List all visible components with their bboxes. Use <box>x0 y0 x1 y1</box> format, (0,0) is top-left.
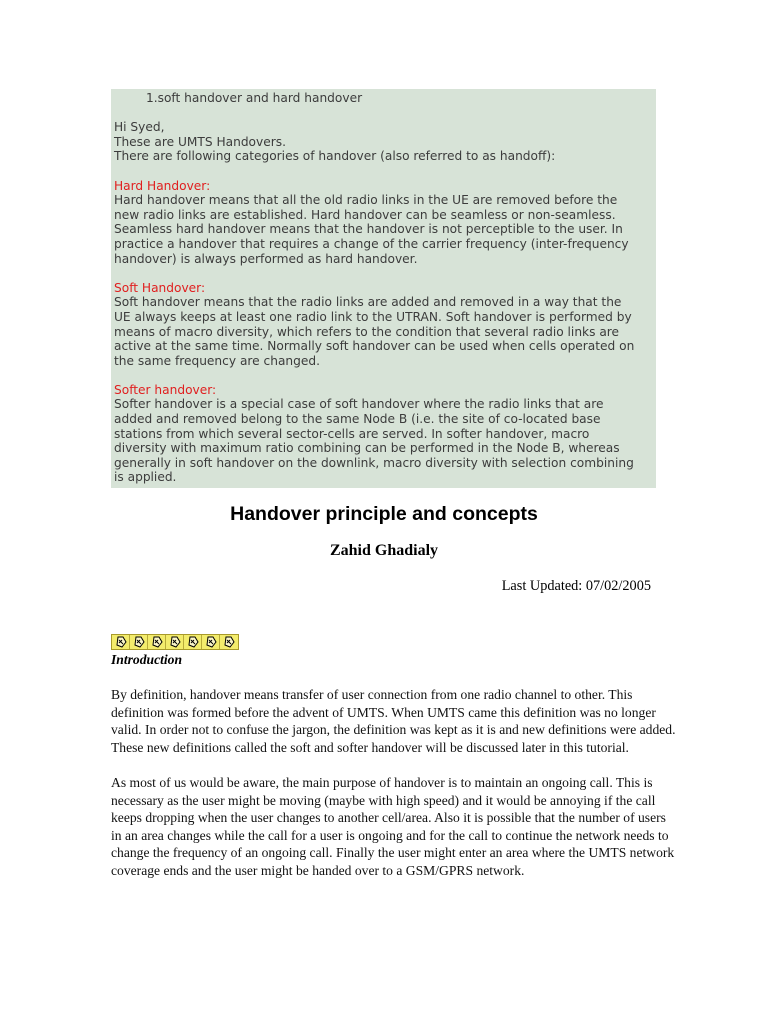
category-text-line: Seamless hard handover means that the handover is not perceptible to the user. In <box>114 222 623 237</box>
pushpin-icon <box>112 635 130 649</box>
item-title: 1.soft handover and hard handover <box>146 91 363 105</box>
category-text-line: means of macro diversity, which refers to the condition that several radio links are <box>114 324 620 339</box>
category-text-line: active at the same time. Normally soft handover can be used when cells operated on <box>114 339 635 354</box>
category-text-line: Hard handover means that all the old radio links in the UE are removed before the <box>114 193 618 208</box>
category-text-line: added and removed belong to the same Node B (i.e. the site of co-located base <box>114 412 601 427</box>
category-heading: Soft Handover: <box>114 280 206 295</box>
paragraph-line: in an area changes while the call for a user is ongoing and for the call to continue the network needs to <box>111 827 669 843</box>
page-title: Handover principle and concepts <box>230 503 538 525</box>
paragraph-line: keeps dropping when the user changes to another cell/area. Also it is possible that the number of users <box>111 810 666 826</box>
category-text-line: Soft handover means that the radio links are added and removed in a way that the <box>114 295 622 310</box>
paragraph-line: change the frequency of an ongoing call. Finally the user might enter an area where the UMTS network <box>111 845 675 861</box>
pushpin-icon <box>130 635 148 649</box>
pushpin-icon <box>166 635 184 649</box>
category-text-line: new radio links are established. Hard handover can be seamless or non-seamless. <box>114 207 616 222</box>
category-text-line: stations from which several sector-cells are served. In softer handover, macro <box>114 426 590 441</box>
category-text-line: handover) is always performed as hard handover. <box>114 251 418 266</box>
category-text-line: Softer handover is a special case of soft handover where the radio links that are <box>114 397 604 412</box>
category-heading: Hard Handover: <box>114 178 211 193</box>
category-text-line: the same frequency are changed. <box>114 353 320 368</box>
paragraph-line: coverage ends and the user might be handed over to a GSM/GPRS network. <box>111 862 525 878</box>
paragraph-line: valid. In order not to confuse the jargon, the definition was kept as it is and new definitions were added. <box>111 722 676 738</box>
greeting: Hi Syed, <box>114 120 165 135</box>
category-text-line: practice a handover that requires a change of the carrier frequency (inter-frequency <box>114 236 629 251</box>
paragraph-line: definition was formed before the advent of UMTS. When UMTS came this definition was no longer <box>111 704 656 720</box>
category-text-line: UE always keeps at least one radio link to the UTRAN. Soft handover is performed by <box>114 309 632 324</box>
last-updated: Last Updated: 07/02/2005 <box>501 578 651 594</box>
category-text-line: generally in soft handover on the downlink, macro diversity with selection combining <box>114 455 634 470</box>
navigation-icon-strip <box>111 634 239 650</box>
section-heading: Introduction <box>111 652 183 667</box>
intro-line: There are following categories of handover (also referred to as handoff): <box>114 149 556 164</box>
pushpin-icon <box>148 635 166 649</box>
paragraph-line: As most of us would be aware, the main purpose of handover is to maintain an ongoing call. This is <box>111 774 653 790</box>
pushpin-icon <box>184 635 202 649</box>
body-paragraph <box>111 774 741 880</box>
quoted-reply-box <box>111 89 656 488</box>
pushpin-icon <box>220 635 238 649</box>
paragraph-line: These new definitions called the soft and softer handover will be discussed later in this tutorial. <box>111 739 629 755</box>
paragraph-line: By definition, handover means transfer of user connection from one radio channel to other. This <box>111 687 633 702</box>
author-name: Zahid Ghadialy <box>329 542 439 559</box>
handover-categories <box>114 164 653 485</box>
intro-line: These are UMTS Handovers. <box>114 134 286 149</box>
article-body <box>111 686 741 897</box>
intro-text <box>114 135 653 164</box>
category-text-line: diversity with maximum ratio combining can be performed in the Node B, whereas <box>114 441 620 456</box>
category-text-line: is applied. <box>114 470 177 485</box>
pushpin-icon <box>202 635 220 649</box>
paragraph-line: necessary as the user might be moving (maybe with high speed) and it would be annoying if the call <box>111 792 656 808</box>
body-paragraph <box>111 686 741 756</box>
category-heading: Softer handover: <box>114 382 217 397</box>
